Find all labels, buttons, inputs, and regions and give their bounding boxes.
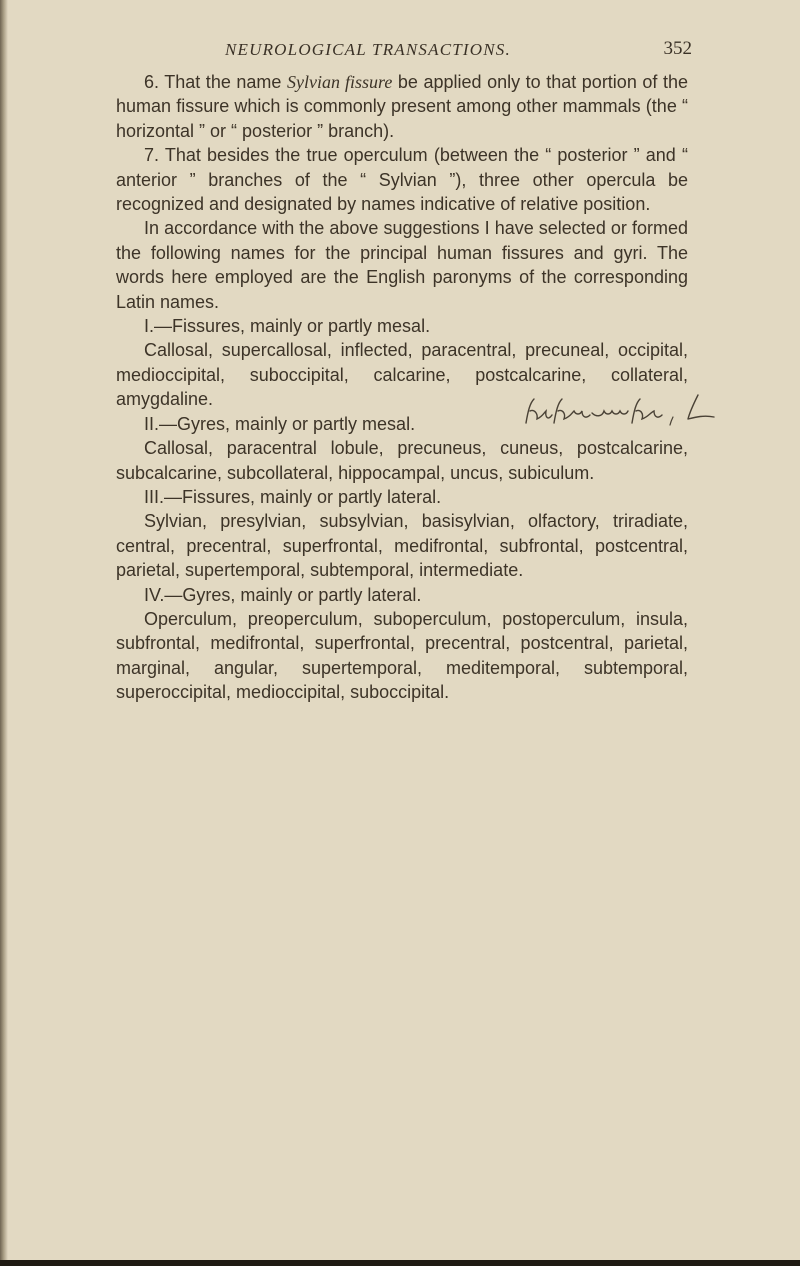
heading-gyres-lateral: IV.—Gyres, mainly or partly lateral. <box>144 584 422 605</box>
page-header <box>225 38 692 66</box>
paragraph-7: 7. That besides the true operculum (between the “ posterior ” and “ anterior ” branches of the “ Sylvian ”), three other opercula be recognized and designated by names indicative of relative position. <box>116 145 688 215</box>
paragraph-6 <box>116 70 688 143</box>
paragraph-6-start: 6. That the name <box>144 72 287 92</box>
page-bottom-edge <box>0 1260 800 1266</box>
handwriting-annotation-icon <box>520 393 720 427</box>
sylvian-fissure-term: Sylvian fissure <box>286 72 393 92</box>
running-head: NEUROLOGICAL TRANSACTIONS. <box>225 40 511 59</box>
list-fissures-lateral: Sylvian, presylvian, subsylvian, basisylvian, olfactory, triradiate, central, precentral, superfrontal, medifrontal, subfrontal, postcentral, parietal, supertemporal, subtemporal, intermediate. <box>116 511 688 581</box>
page-spine-shadow <box>0 0 8 1266</box>
heading-gyres-mesal: II.—Gyres, mainly or partly mesal. <box>144 413 416 434</box>
list-gyres-lateral: Operculum, preoperculum, suboperculum, postoperculum, insula, subfrontal, medifrontal, superfrontal, precentral, postcentral, parietal, marginal, angular, supertemporal, meditemporal, subtemporal, superoccipital, medioccipital, suboccipital. <box>116 608 688 703</box>
list-fissures-mesal: Callosal, supercallosal, inflected, paracentral, precuneal, occipital, medioccipital, suboccipital, calcarine, postcalcarine, collateral, amygdaline. <box>116 340 688 410</box>
heading-fissures-lateral: III.—Fissures, mainly or partly lateral. <box>144 486 442 507</box>
paragraph-6-end: be applied only to that portion of the human fissure which is commonly present among other mammals (the “ horizontal ” or “ posterior ” branch). <box>116 72 688 141</box>
list-gyres-mesal: Callosal, paracentral lobule, precuneus, cuneus, postcalcarine, subcalcarine, subcollateral, hippocampal, uncus, subiculum. <box>116 438 688 483</box>
body-text <box>116 70 688 705</box>
paragraph-accordance: In accordance with the above suggestions I have selected or formed the following names for the principal human fissures and gyri. The words here employed are the English paronyms of the corresponding Latin names. <box>116 218 688 312</box>
page-number: 352 <box>663 38 692 59</box>
heading-fissures-mesal: I.—Fissures, mainly or partly mesal. <box>144 316 431 337</box>
